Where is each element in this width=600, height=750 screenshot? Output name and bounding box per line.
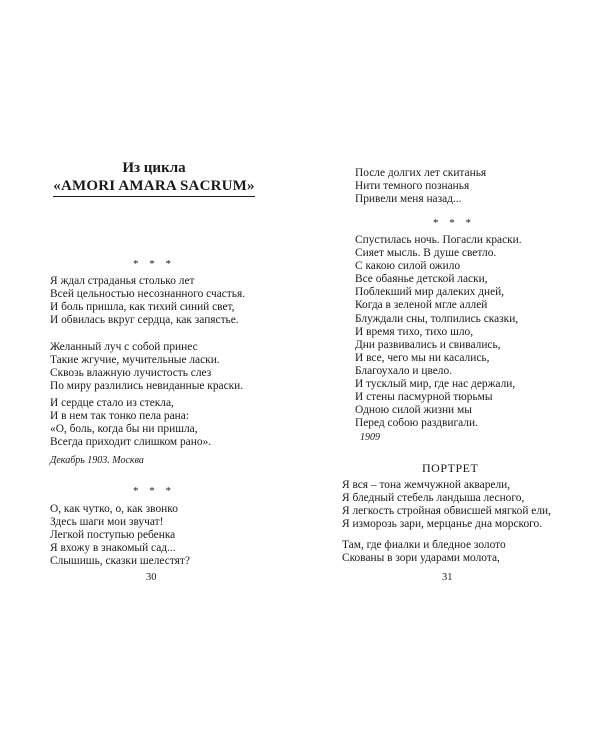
poem3-date: 1909 xyxy=(360,432,380,443)
poem4-title: ПОРТРЕТ xyxy=(422,461,479,475)
poem2-stanza1 xyxy=(50,503,190,568)
verse-line: Спустилась ночь. Погасли краски. xyxy=(355,234,522,246)
verse-line: Я вся – тона жемчужной акварели, xyxy=(342,479,511,491)
verse-line: Я легкость стройная обвисшей мягкой ели, xyxy=(342,505,551,518)
verse-line: Всей цельностью несознанного счастья. xyxy=(50,288,246,301)
poem4-stanza2 xyxy=(342,539,506,565)
cycle-title-line2: «AMORI AMARA SACRUM» xyxy=(53,178,255,197)
page-number-right: 31 xyxy=(442,572,453,583)
poem1-stanza3 xyxy=(50,397,211,449)
poem1-separator: * * * xyxy=(133,258,175,270)
verse-line: Сияет мысль. В душе светло. xyxy=(355,247,497,260)
verse-line: И тусклый мир, где нас держали, xyxy=(355,378,516,391)
verse-line: Перед собою раздвигали. xyxy=(355,417,478,430)
verse-line: Дни развивались и свивались, xyxy=(355,338,501,351)
verse-line: И время тихо, тихо шло, xyxy=(355,325,474,338)
verse-line: Все обаянье детской ласки, xyxy=(355,273,488,286)
verse-line: И боль пришла, как тихий синий свет, xyxy=(50,301,235,314)
verse-line: С какою силой ожило xyxy=(355,260,461,273)
cycle-title-line1: Из цикла xyxy=(122,160,186,176)
poem4-stanza1 xyxy=(342,479,551,531)
verse-line: По миру разлились невиданные краски. xyxy=(50,380,244,393)
verse-line: Блуждали сны, толпились сказки, xyxy=(355,312,519,325)
verse-line: И обвилась вкруг сердца, как запястье. xyxy=(50,314,239,327)
verse-line: Там, где фиалки и бледное золото xyxy=(342,539,506,551)
verse-line: Такие жгучие, мучительные ласки. xyxy=(50,354,220,367)
verse-line: Слышишь, сказки шелестят? xyxy=(50,555,190,568)
right-page xyxy=(300,0,600,750)
verse-line: После долгих лет скитанья xyxy=(355,167,487,179)
verse-line: Поблекший мир далеких дней, xyxy=(355,286,505,299)
verse-line: Одною силой жизни мы xyxy=(355,404,472,417)
verse-line: Нити темного познанья xyxy=(355,180,470,193)
verse-line: Желанный луч с собой принес xyxy=(50,341,198,353)
page-number-left: 30 xyxy=(146,572,157,583)
verse-line: И сердце стало из стекла, xyxy=(50,397,174,409)
cycle-title xyxy=(52,160,256,197)
poem2-separator: * * * xyxy=(133,485,175,497)
poem2-continuation xyxy=(355,167,486,206)
verse-line: Сквозь влажную лучистость слез xyxy=(50,367,212,380)
poem1-stanza2 xyxy=(50,341,243,393)
verse-line: Скованы в зори ударами молота, xyxy=(342,552,500,565)
poem3-separator: * * * xyxy=(433,217,475,229)
verse-line: Легкой поступью ребенка xyxy=(50,529,176,542)
verse-line: Привели меня назад... xyxy=(355,193,462,206)
verse-line: О, как чутко, о, как звонко xyxy=(50,503,178,515)
verse-line: Я ждал страданья столько лет xyxy=(50,275,195,287)
poem1-date: Декабрь 1903. Москва xyxy=(50,455,144,466)
verse-line: Я изморозь зари, мерцанье дна морского. xyxy=(342,518,543,531)
verse-line: Я бледный стебель ландыша лесного, xyxy=(342,492,525,505)
verse-line: «О, боль, когда бы ни пришла, xyxy=(50,423,198,436)
verse-line: Когда в зеленой мгле аллей xyxy=(355,299,488,312)
poem1-stanza1 xyxy=(50,275,245,327)
verse-line: И стены пасмурной тюрьмы xyxy=(355,391,493,404)
verse-line: И все, чего мы ни касались, xyxy=(355,351,490,364)
verse-line: Благоухало и цвело. xyxy=(355,364,453,377)
verse-line: Здесь шаги мои звучат! xyxy=(50,516,164,529)
verse-line: Всегда приходит слишком рано». xyxy=(50,436,212,449)
verse-line: И в нем так тонко пела рана: xyxy=(50,410,189,423)
poem3-stanza1 xyxy=(355,234,522,430)
verse-line: Я вхожу в знакомый сад... xyxy=(50,542,176,555)
